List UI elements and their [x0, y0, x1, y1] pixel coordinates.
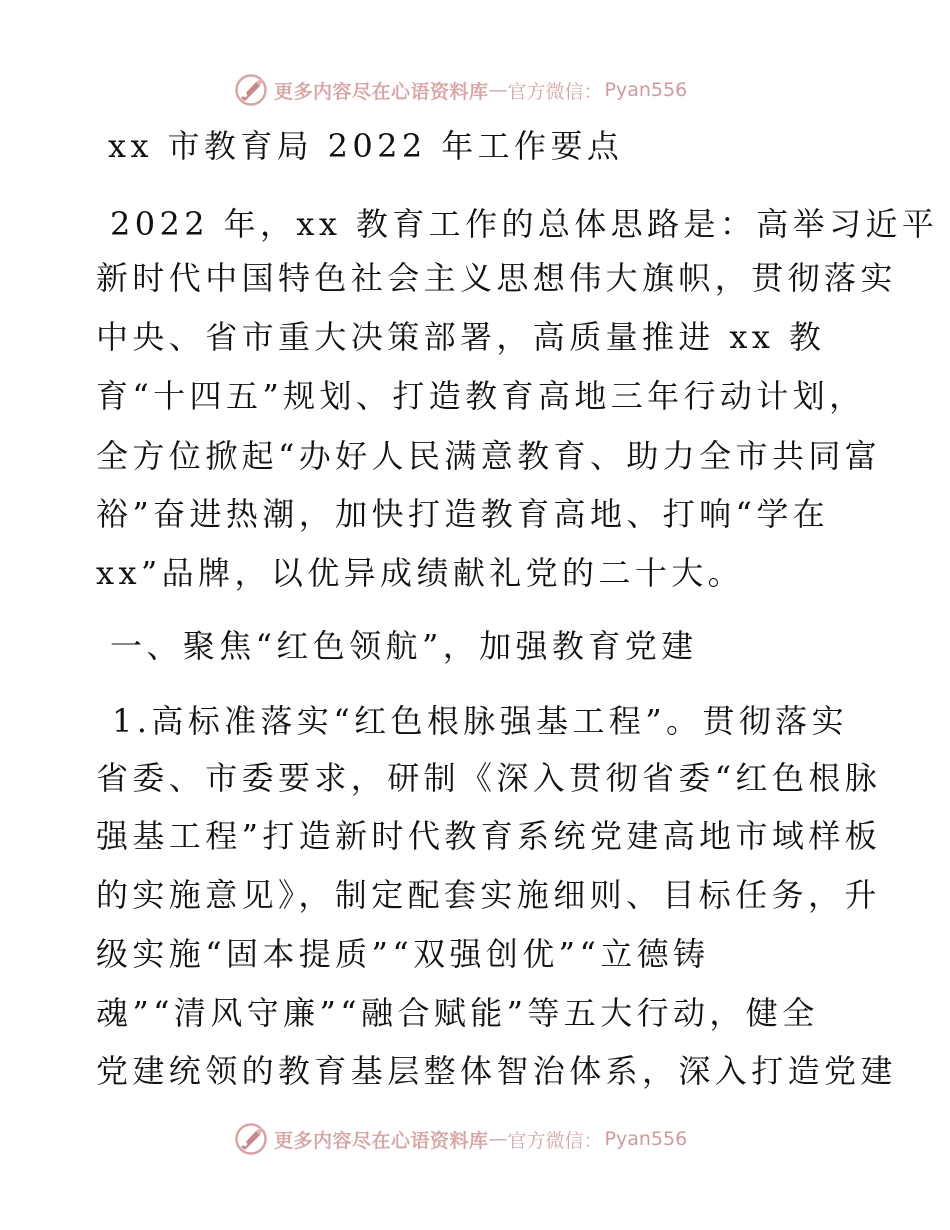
section-heading: 一、聚焦“红色领航”，加强教育党建: [110, 627, 698, 665]
item-line: 党建统领的教育基层整体智治体系，深入打造党建: [96, 1052, 897, 1090]
watermark-header: [234, 72, 687, 108]
intro-line: 裕”奋进热潮，加快打造教育高地、打响“学在: [96, 495, 830, 533]
watermark-text: 更多内容尽在心语资料库: [274, 1129, 489, 1152]
watermark-dash: —: [488, 1128, 508, 1150]
watermark-dash: —: [488, 79, 508, 101]
quill-logo-icon: [234, 73, 268, 107]
intro-line: xx”品牌，以优异成绩献礼党的二十大。: [96, 554, 745, 592]
watermark-contact-id: Pyan556: [604, 1128, 688, 1150]
watermark-contact-id: Pyan556: [604, 79, 688, 101]
quill-logo-icon: [234, 1122, 268, 1156]
watermark-footer: [234, 1121, 687, 1157]
intro-line: 全方位掀起“办好人民满意教育、助力全市共同富: [96, 437, 882, 475]
item-line: 省委、市委要求，研制《深入贯彻省委“红色根脉: [96, 759, 882, 797]
item-line: 的实施意见》，制定配套实施细则、目标任务，升: [96, 876, 881, 914]
item-line: 1.高标准落实“红色根脉强基工程”。贯彻落实: [112, 702, 849, 740]
intro-line: 育“十四五”规划、打造教育高地三年行动计划，: [96, 377, 866, 415]
document-title: xx 市教育局 2022 年工作要点: [108, 127, 624, 165]
item-line: 级实施“固本提质”“双强创优”“立德铸: [96, 935, 710, 973]
watermark-contact-label: 官方微信：: [507, 80, 603, 103]
item-line: 魂”“清风守廉”“融合赋能”等五大行动，健全: [96, 994, 819, 1032]
intro-line: 中央、省市重大决策部署，高质量推进 xx 教: [96, 318, 826, 356]
intro-line: 新时代中国特色社会主义思想伟大旗帜，贯彻落实: [96, 259, 897, 297]
watermark-text: 更多内容尽在心语资料库: [274, 80, 489, 103]
intro-line: 2022 年，xx 教育工作的总体思路是：高举习近平: [110, 205, 939, 243]
watermark-contact-label: 官方微信：: [507, 1129, 603, 1152]
item-line: 强基工程”打造新时代教育系统党建高地市域样板: [96, 817, 882, 855]
